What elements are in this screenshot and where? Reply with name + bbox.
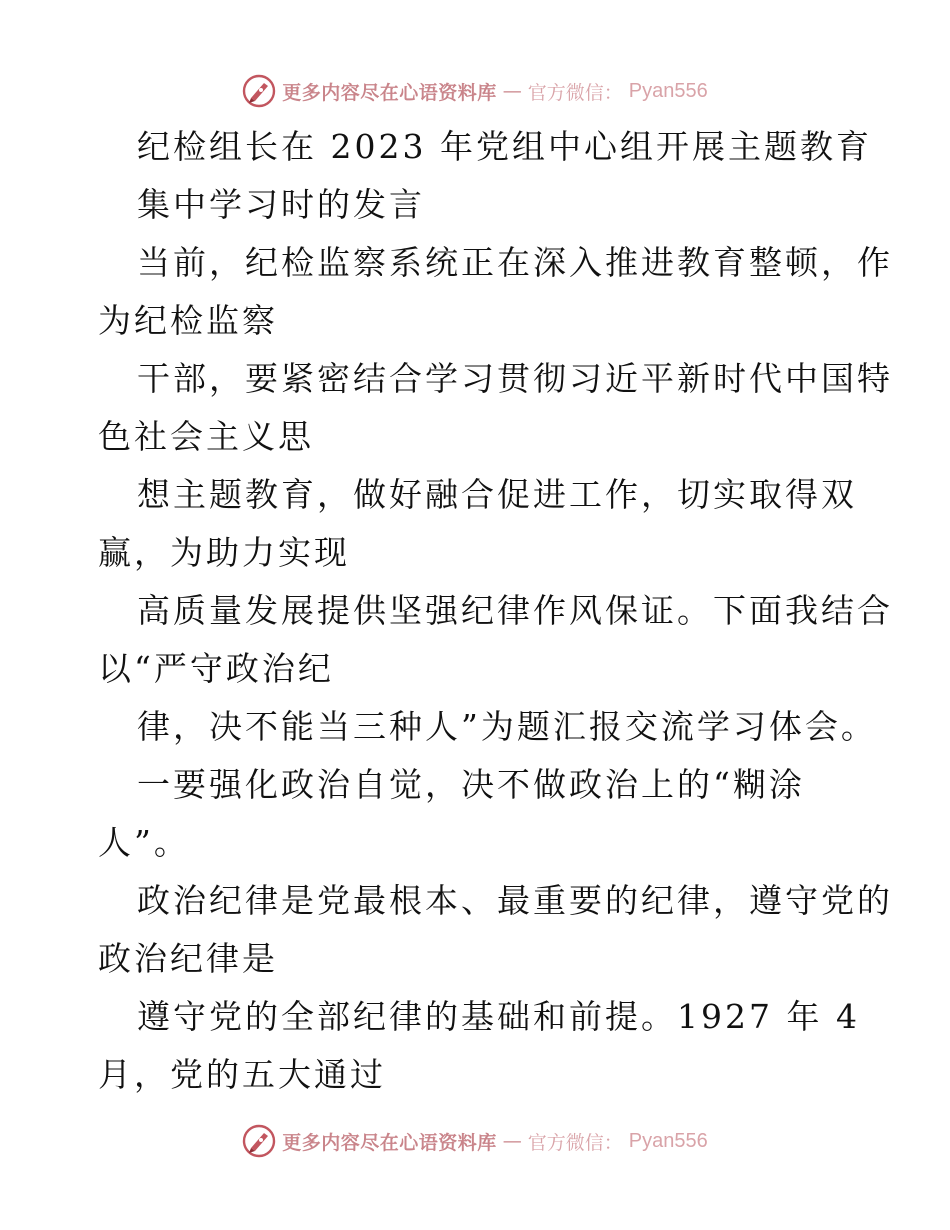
body-line: 一要强化政治自觉，决不做政治上的“糊涂 (137, 765, 805, 804)
body-line: 人”。 (98, 823, 190, 862)
body-line: 当前，纪检监察系统正在深入推进教育整顿，作 (137, 243, 893, 282)
body-line: 为纪检监察 (98, 301, 278, 340)
body-line: 律，决不能当三种人”为题汇报交流学习体会。 (137, 707, 877, 746)
banner-dash: — (502, 1130, 522, 1152)
body-line: 干部，要紧密结合学习贯彻习近平新时代中国特 (137, 359, 893, 398)
body-line: 色社会主义思 (98, 417, 314, 456)
body-line: 政治纪律是党最根本、最重要的纪律，遵守党的 (137, 881, 893, 920)
banner-wechat-id: Pyan556 (628, 1129, 708, 1152)
banner-dash: — (502, 80, 522, 102)
banner-slogan: 更多内容尽在心语资料库 (282, 1131, 497, 1154)
banner-wechat-label: 官方微信： (527, 81, 623, 104)
body-line: 遵守党的全部纪律的基础和前提。1927 年 4 (137, 997, 860, 1036)
banner-wechat-id: Pyan556 (628, 79, 708, 102)
doc-title-line-2: 集中学习时的发言 (137, 185, 425, 224)
body-line: 高质量发展提供坚强纪律作风保证。下面我结合 (137, 591, 893, 630)
doc-title-line-1: 纪检组长在 2023 年党组中心组开展主题教育 (137, 127, 872, 166)
banner-wechat-label: 官方微信： (527, 1131, 623, 1154)
body-line: 政治纪律是 (98, 939, 278, 978)
body-line: 以“严守政治纪 (98, 649, 334, 688)
body-line: 赢，为助力实现 (98, 533, 350, 572)
header-banner (0, 71, 950, 111)
body-line: 想主题教育，做好融合促进工作，切实取得双 (137, 475, 857, 514)
pen-logo-icon (242, 1124, 276, 1158)
pen-logo-icon (242, 74, 276, 108)
banner-slogan: 更多内容尽在心语资料库 (282, 81, 497, 104)
body-line: 月，党的五大通过 (98, 1055, 386, 1094)
footer-banner (0, 1121, 950, 1161)
